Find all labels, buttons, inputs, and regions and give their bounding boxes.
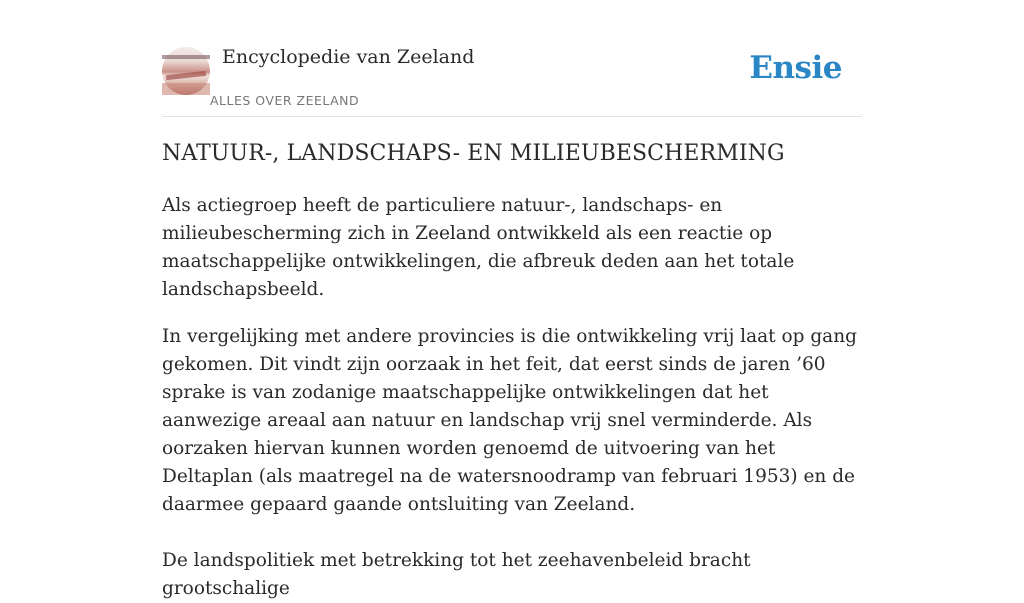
site-tagline: ALLES OVER ZEELAND	[210, 93, 360, 108]
page-title: NATUUR-, LANDSCHAPS- EN MILIEUBESCHERMING	[162, 141, 785, 166]
site-title[interactable]: Encyclopedie van Zeeland	[222, 46, 475, 68]
site-header	[162, 0, 862, 117]
ensie-logo[interactable]: Ensie	[749, 50, 842, 86]
article-paragraph: De landspolitiek met betrekking tot het zeehavenbeleid bracht grootschalige	[162, 550, 751, 599]
page-container	[162, 0, 862, 599]
article-body	[162, 192, 862, 603]
avatar-detail	[162, 83, 210, 95]
avatar-detail	[162, 55, 210, 59]
article-paragraph: Als actiegroep heeft de particuliere natuur-, landschaps- en milieubescherming zich in Zeeland ontwikkeld als een reactie op maatschappelijke ontwikkelingen, die afbreuk deden aan het totale landschapsbeeld.	[162, 195, 795, 300]
avatar-detail	[166, 71, 206, 80]
site-avatar[interactable]	[162, 47, 210, 95]
article-paragraph: In vergelijking met andere provincies is die ontwikkeling vrij laat op gang gekomen. Dit vindt zijn oorzaak in het feit, dat eerst sinds de jaren ’60 sprake is van zodanige maatschappelijke ontwikkelingen dat het aanwezige areaal aan natuur en landschap vrij snel verminderde. Als oorzaken hiervan kunnen worden genoemd de uitvoering van het Deltaplan (als maatregel na de watersnoodramp van februari 1953) en de daarmee gepaard gaande ontsluiting van Zeeland.	[162, 326, 857, 515]
